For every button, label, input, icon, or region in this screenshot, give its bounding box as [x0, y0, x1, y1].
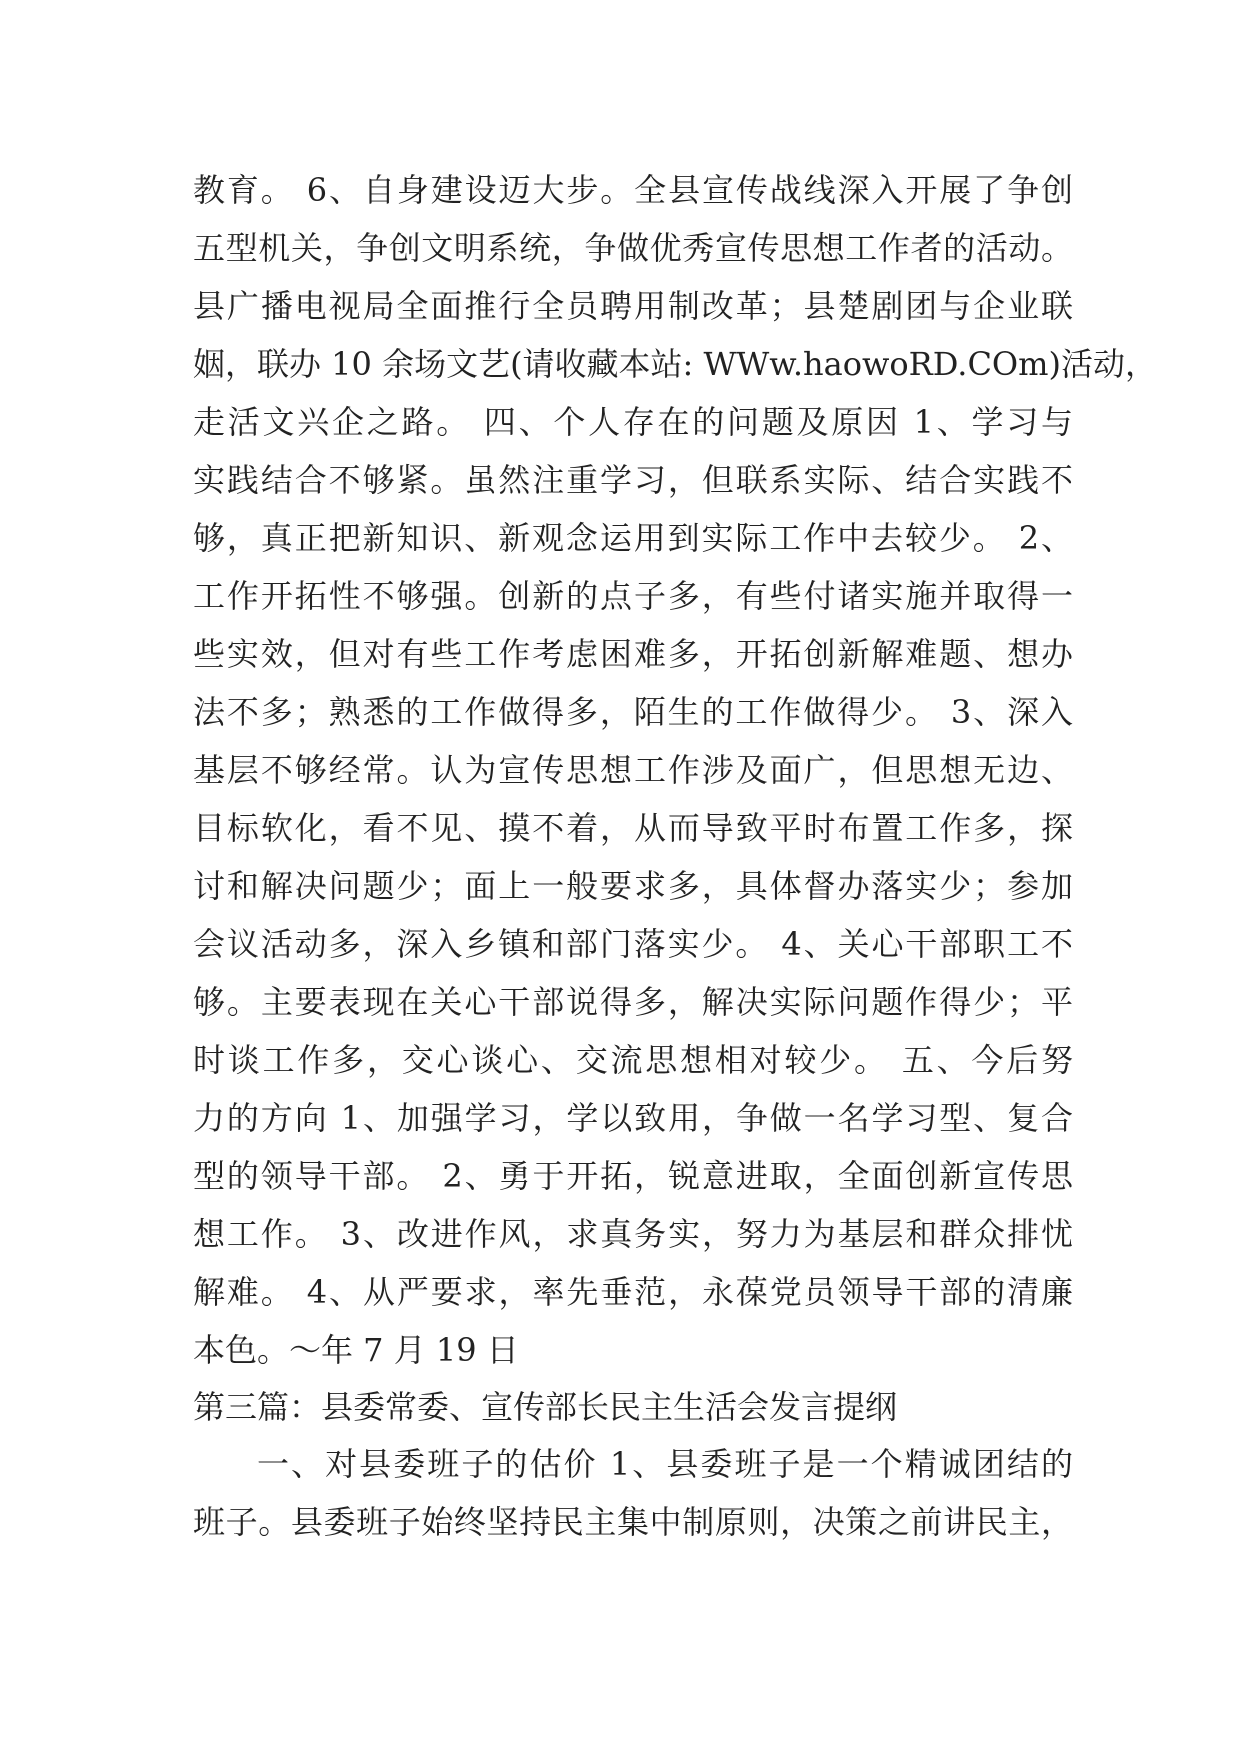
text-line: 县广播电视局全面推行全员聘用制改革；县楚剧团与企业联	[193, 287, 1073, 325]
text-line: 五型机关，争创文明系统，争做优秀宣传思想工作者的活动。	[193, 229, 1073, 267]
text-line: 够，真正把新知识、新观念运用到实际工作中去较少。 2、	[193, 519, 1073, 557]
text-line: 讨和解决问题少；面上一般要求多，具体督办落实少；参加	[193, 867, 1073, 905]
document-body	[193, 161, 1157, 1551]
text-line: 教育。 6、自身建设迈大步。全县宣传战线深入开展了争创	[193, 171, 1073, 209]
text-line: 姻，联办 10 余场文艺(请收藏本站: WWw.haowoRD.COm)活动，	[193, 345, 1157, 383]
text-line: 目标软化，看不见、摸不着，从而导致平时布置工作多，探	[193, 809, 1073, 847]
text-line: 工作开拓性不够强。创新的点子多，有些付诸实施并取得一	[193, 577, 1073, 615]
text-line: 基层不够经常。认为宣传思想工作涉及面广，但思想无边、	[193, 751, 1073, 789]
section-paragraph-line: 班子。县委班子始终坚持民主集中制原则，决策之前讲民主，	[193, 1503, 1073, 1541]
text-line: 型的领导干部。 2、勇于开拓，锐意进取，全面创新宣传思	[193, 1157, 1073, 1195]
text-line: 实践结合不够紧。虽然注重学习，但联系实际、结合实践不	[193, 461, 1073, 499]
text-line: 力的方向 1、加强学习，学以致用，争做一名学习型、复合	[193, 1099, 1073, 1137]
text-line: 些实效，但对有些工作考虑困难多，开拓创新解难题、想办	[193, 635, 1073, 673]
section-paragraph-first-line: 一、对县委班子的估价 1、县委班子是一个精诚团结的	[257, 1445, 1073, 1483]
text-line: 想工作。 3、改进作风，求真务实，努力为基层和群众排忧	[193, 1215, 1073, 1253]
text-line: 法不多；熟悉的工作做得多，陌生的工作做得少。 3、深入	[193, 693, 1073, 731]
section-heading: 第三篇：县委常委、宣传部长民主生活会发言提纲	[193, 1388, 898, 1426]
text-line: 够。主要表现在关心干部说得多，解决实际问题作得少；平	[193, 983, 1073, 1021]
text-line-date: 本色。～年 7 月 19 日	[193, 1331, 519, 1369]
text-line: 走活文兴企之路。 四、个人存在的问题及原因 1、学习与	[193, 403, 1073, 441]
text-line: 时谈工作多，交心谈心、交流思想相对较少。 五、今后努	[193, 1041, 1073, 1079]
text-line: 会议活动多，深入乡镇和部门落实少。 4、关心干部职工不	[193, 925, 1073, 963]
text-line: 解难。 4、从严要求，率先垂范，永葆党员领导干部的清廉	[193, 1273, 1073, 1311]
